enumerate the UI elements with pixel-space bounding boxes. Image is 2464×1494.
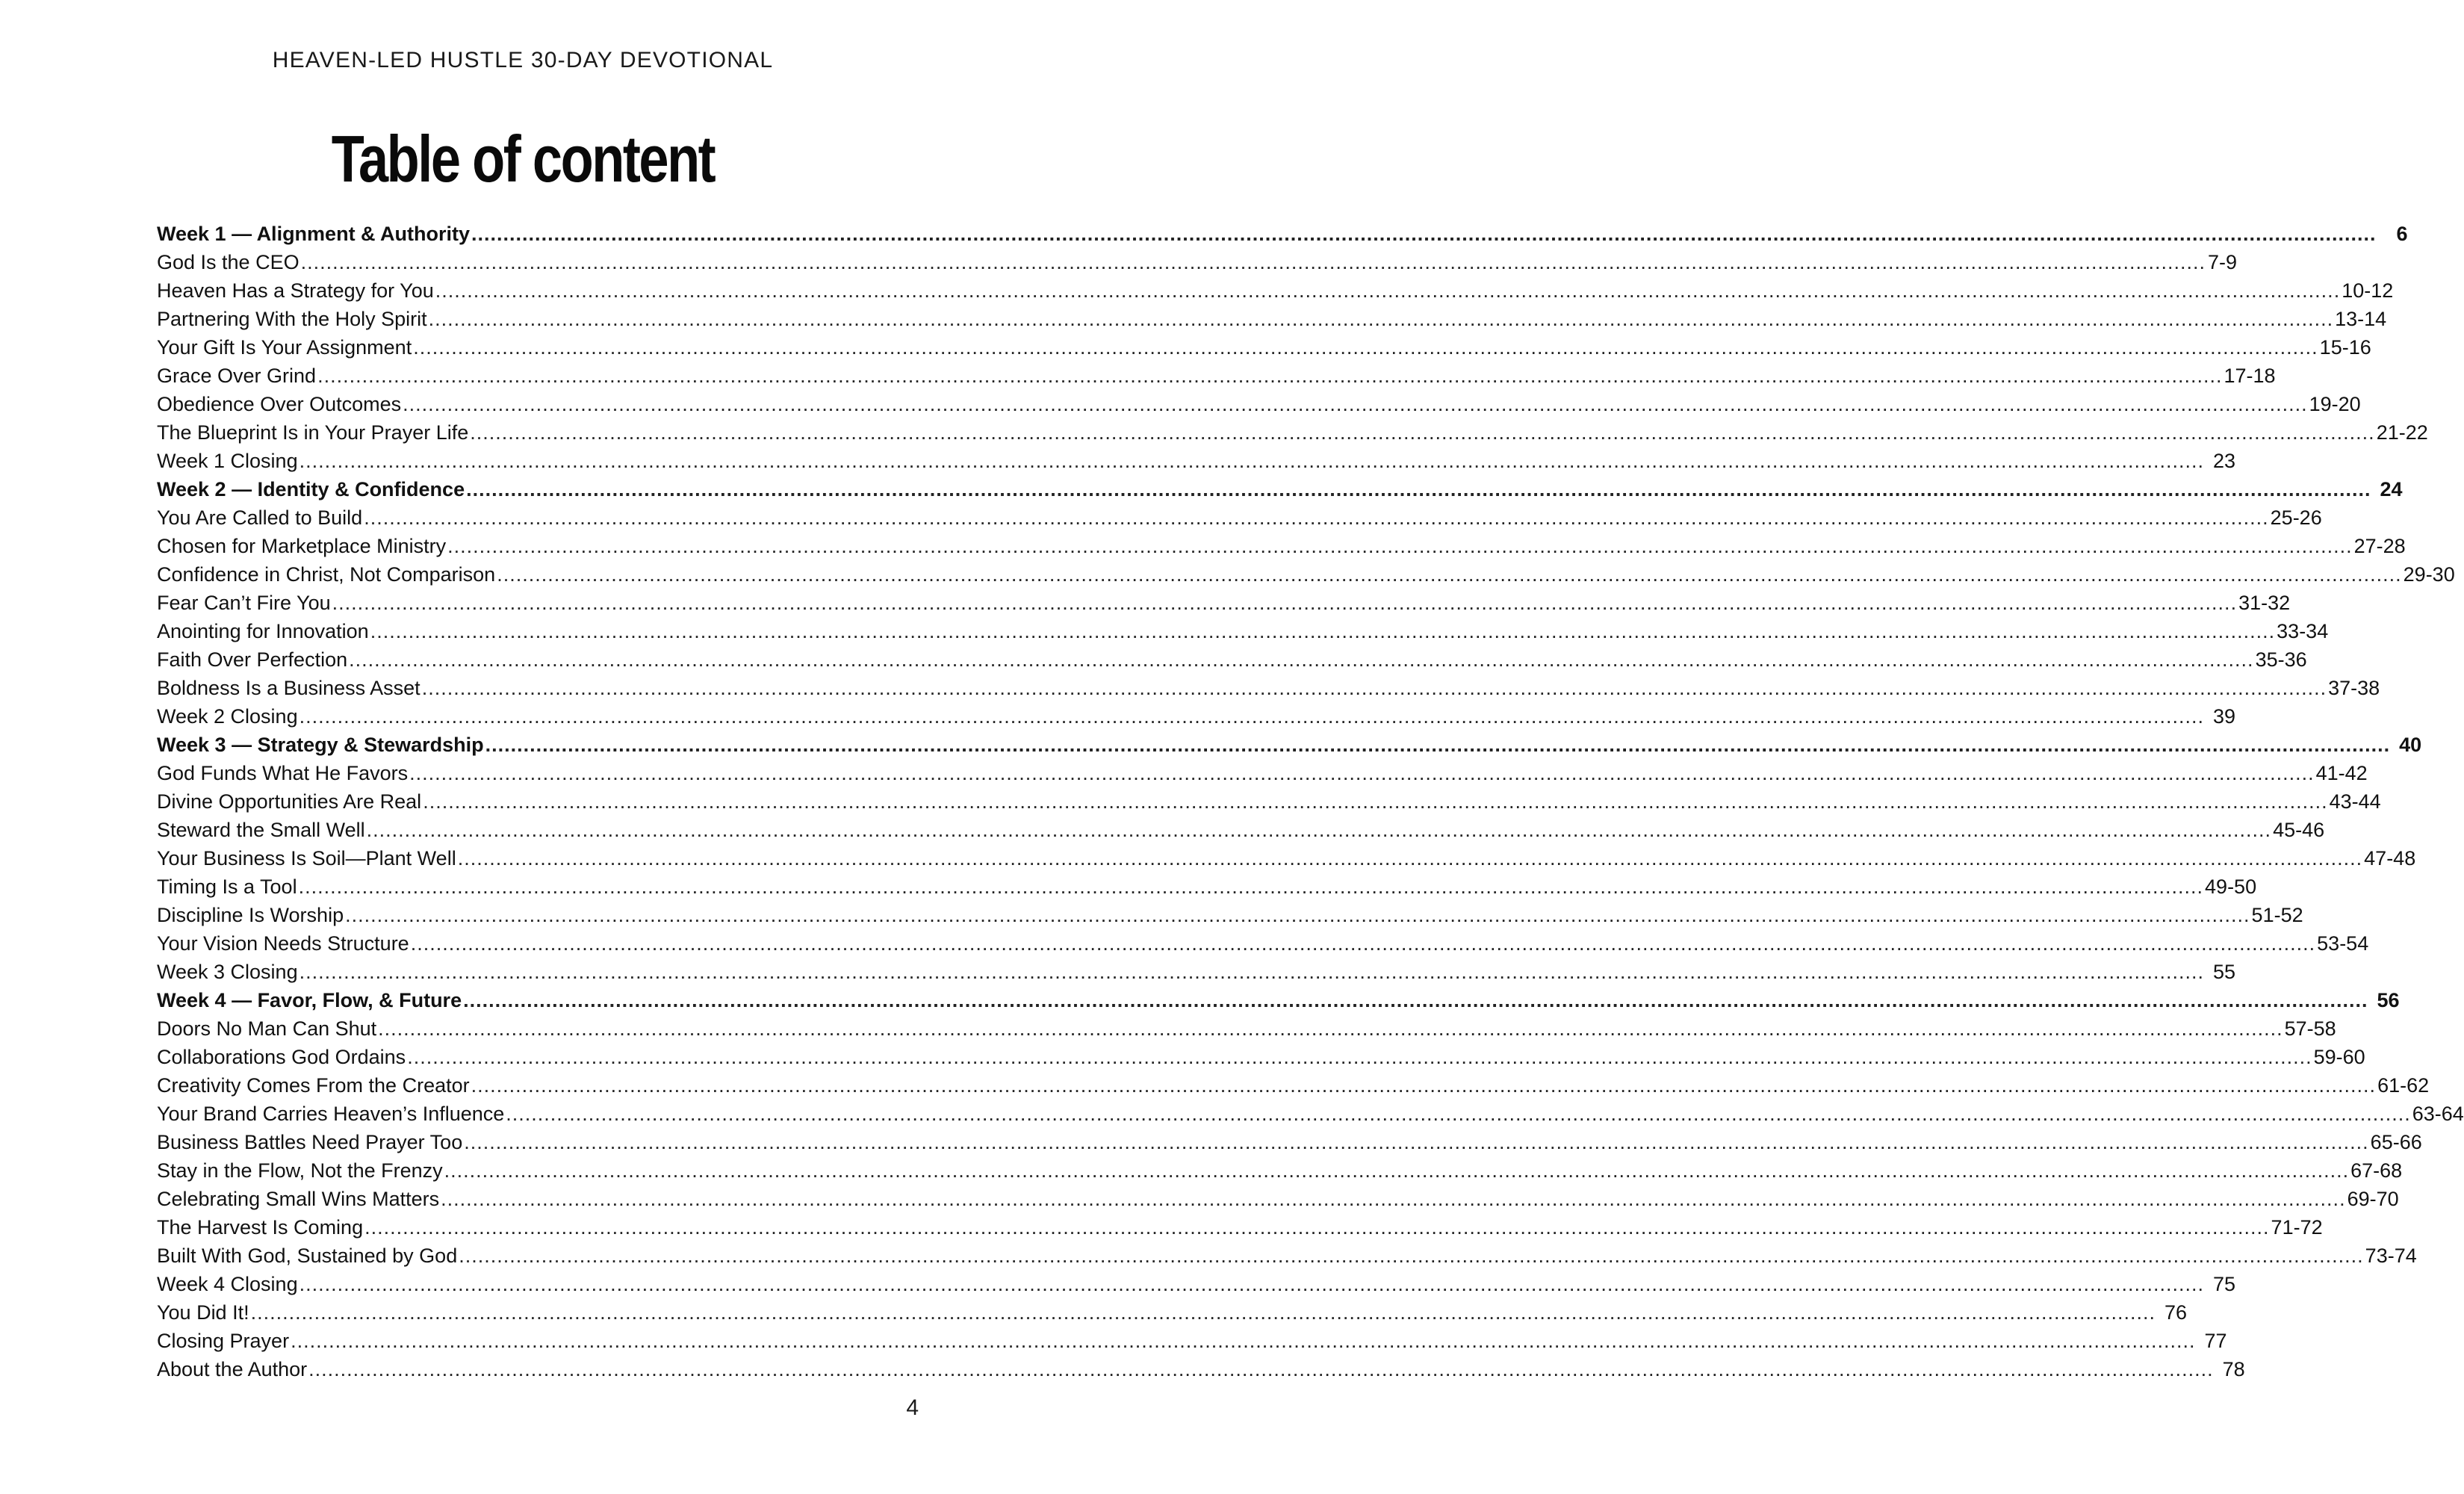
toc-entry-page: 19-20	[2309, 393, 2361, 415]
toc-entry-title: Anointing for Innovation	[157, 620, 369, 642]
toc-entry-title: Doors No Man Can Shut	[157, 1017, 377, 1040]
toc-entry	[157, 447, 2236, 475]
toc-entry	[157, 645, 2307, 674]
dot-leader: ............................................................................................................................................................................................................................................................................................................	[364, 1216, 2270, 1239]
toc-entry-title: About the Author	[157, 1358, 308, 1380]
toc-entry-title: Week 4 — Favor, Flow, & Future	[157, 989, 462, 1011]
toc-entry-title: Your Business Is Soil—Plant Well	[157, 847, 456, 870]
dot-leader: ............................................................................................................................................................................................................................................................................................................	[457, 847, 2363, 870]
toc-entry-page: 10-12	[2342, 279, 2394, 302]
toc-entry-title: Creativity Comes From the Creator	[157, 1074, 470, 1097]
toc-entry	[157, 958, 2236, 986]
toc-entry-page: 17-18	[2224, 365, 2276, 387]
toc-entry-title: Stay in the Flow, Not the Frenzy	[157, 1159, 443, 1182]
toc-entry-page: 57-58	[2284, 1017, 2336, 1040]
toc-entry	[157, 759, 2368, 787]
dot-leader: ............................................................................................................................................................................................................................................................................................................	[298, 875, 2204, 898]
toc-entry	[157, 305, 2387, 333]
toc-entry-title: Heaven Has a Strategy for You	[157, 279, 434, 302]
toc-entry-page: 65-66	[2370, 1131, 2422, 1153]
toc-entry	[157, 248, 2238, 276]
toc-entry-title: Partnering With the Holy Spirit	[157, 308, 427, 330]
toc-entry-title: Your Vision Needs Structure	[157, 932, 409, 955]
toc-entry-title: Discipline Is Worship	[157, 904, 344, 926]
toc-entry	[157, 1327, 2227, 1355]
toc-entry-page: 55	[2213, 961, 2236, 983]
toc-entry-page: 78	[2222, 1358, 2245, 1380]
toc-entry-title: God Funds What He Favors	[157, 762, 409, 784]
toc-entry	[157, 1355, 2245, 1383]
toc-entry-page: 49-50	[2205, 875, 2257, 898]
dot-leader: ............................................................................................................................................................................................................................................................................................................	[413, 336, 2318, 359]
toc-entry	[157, 901, 2303, 929]
toc-entry-title: Faith Over Perfection	[157, 648, 348, 671]
toc-entry	[157, 702, 2236, 731]
toc-entry-page: 6	[2396, 223, 2408, 245]
toc-entry-page: 71-72	[2271, 1216, 2323, 1239]
toc-entry	[157, 503, 2322, 532]
toc-entry-title: You Are Called to Build	[157, 506, 363, 529]
toc-entry-title: Timing Is a Tool	[157, 875, 297, 898]
dot-leader: ............................................................................................................................................................................................................................................................................................................	[317, 365, 2223, 387]
toc-entry	[157, 390, 2361, 418]
toc-entry	[157, 589, 2291, 617]
dot-leader: ............................................................................................................................................................................................................................................................................................................	[441, 1188, 2346, 1210]
dot-leader: ............................................................................................................................................................................................................................................................................................................	[463, 989, 2368, 1011]
toc-entry	[157, 1128, 2422, 1156]
dot-leader: ............................................................................................................................................................................................................................................................................................................	[428, 308, 2334, 330]
dot-leader: ............................................................................................................................................................................................................................................................................................................	[366, 819, 2272, 841]
toc-entry	[157, 276, 2394, 305]
toc-entry	[157, 1270, 2236, 1298]
toc-entry-title: Chosen for Marketplace Ministry	[157, 535, 447, 557]
dot-leader: ............................................................................................................................................................................................................................................................................................................	[470, 421, 2375, 444]
dot-leader: ............................................................................................................................................................................................................................................................................................................	[497, 563, 2402, 586]
toc-entry-page: 7-9	[2208, 251, 2238, 273]
toc-entry-title: Grace Over Grind	[157, 365, 317, 387]
toc-entry-title: Your Gift Is Your Assignment	[157, 336, 412, 359]
toc-entry-title: You Did It!	[157, 1301, 249, 1324]
toc-entry-page: 51-52	[2251, 904, 2303, 926]
toc-entry-title: Week 3 Closing	[157, 961, 298, 983]
dot-leader: ............................................................................................................................................................................................................................................................................................................	[471, 1074, 2377, 1097]
toc-entry-page: 31-32	[2238, 592, 2291, 614]
dot-leader: ............................................................................................................................................................................................................................................................................................................	[423, 790, 2328, 813]
toc-week-heading	[157, 220, 2408, 248]
toc-entry	[157, 1014, 2336, 1043]
toc-entry-title: Week 2 Closing	[157, 705, 298, 728]
dot-leader: ............................................................................................................................................................................................................................................................................................................	[299, 450, 2205, 472]
toc-entry	[157, 1185, 2399, 1213]
toc-entry-title: God Is the CEO	[157, 251, 300, 273]
dot-leader: ............................................................................................................................................................................................................................................................................................................	[421, 677, 2327, 699]
toc-entry-page: 69-70	[2347, 1188, 2399, 1210]
toc-entry-page: 47-48	[2364, 847, 2416, 870]
toc-entry	[157, 1156, 2403, 1185]
page-title: Table of content	[331, 122, 715, 196]
dot-leader: ............................................................................................................................................................................................................................................................................................................	[435, 279, 2341, 302]
toc-entry-page: 73-74	[2365, 1245, 2417, 1267]
dot-leader: ............................................................................................................................................................................................................................................................................................................	[403, 393, 2308, 415]
toc-entry-title: Fear Can’t Fire You	[157, 592, 331, 614]
dot-leader: ............................................................................................................................................................................................................................................................................................................	[447, 535, 2353, 557]
dot-leader: ............................................................................................................................................................................................................................................................................................................	[299, 705, 2205, 728]
toc-entry	[157, 674, 2380, 702]
toc-entry	[157, 1100, 2464, 1128]
toc-entry	[157, 1242, 2417, 1270]
toc-entry-title: Week 4 Closing	[157, 1273, 298, 1295]
toc-week-heading	[157, 731, 2422, 759]
dot-leader: ............................................................................................................................................................................................................................................................................................................	[291, 1330, 2196, 1352]
toc-entry-page: 13-14	[2335, 308, 2387, 330]
toc-entry	[157, 362, 2276, 390]
toc-entry-page: 39	[2213, 705, 2236, 728]
dot-leader: ............................................................................................................................................................................................................................................................................................................	[299, 961, 2205, 983]
dot-leader: ............................................................................................................................................................................................................................................................................................................	[407, 1046, 2312, 1068]
toc-entry-title: Week 2 — Identity & Confidence	[157, 478, 465, 500]
dot-leader: ............................................................................................................................................................................................................................................................................................................	[444, 1159, 2350, 1182]
dot-leader: ............................................................................................................................................................................................................................................................................................................	[332, 592, 2238, 614]
toc-entry-page: 59-60	[2313, 1046, 2365, 1068]
toc-entry	[157, 787, 2381, 816]
dot-leader: ............................................................................................................................................................................................................................................................................................................	[308, 1358, 2214, 1380]
running-header: HEAVEN-LED HUSTLE 30-DAY DEVOTIONAL	[272, 48, 774, 72]
toc-entry-title: Week 3 — Strategy & Stewardship	[157, 734, 484, 756]
toc-entry	[157, 1071, 2430, 1100]
dot-leader: ............................................................................................................................................................................................................................................................................................................	[378, 1017, 2283, 1040]
toc-entry-title: The Harvest Is Coming	[157, 1216, 364, 1239]
toc-entry-title: Obedience Over Outcomes	[157, 393, 402, 415]
toc-entry	[157, 532, 2406, 560]
toc-entry-title: Collaborations God Ordains	[157, 1046, 406, 1068]
toc-entry-page: 53-54	[2317, 932, 2369, 955]
toc-entry-page: 63-64	[2412, 1103, 2464, 1125]
toc-entry	[157, 418, 2428, 447]
dot-leader: ............................................................................................................................................................................................................................................................................................................	[345, 904, 2250, 926]
toc-entry-title: Confidence in Christ, Not Comparison	[157, 563, 496, 586]
toc-entry	[157, 816, 2325, 844]
dot-leader: ............................................................................................................................................................................................................................................................................................................	[299, 1273, 2205, 1295]
page-number: 4	[906, 1395, 919, 1420]
toc-entry-title: Your Brand Carries Heaven’s Influence	[157, 1103, 505, 1125]
toc-entry-page: 15-16	[2319, 336, 2371, 359]
toc-entry-title: Business Battles Need Prayer Too	[157, 1131, 463, 1153]
toc-entry-page: 56	[2377, 989, 2400, 1011]
toc-entry	[157, 333, 2371, 362]
toc-entry-page: 43-44	[2329, 790, 2381, 813]
toc-entry	[157, 1043, 2365, 1071]
toc-entry	[157, 560, 2455, 589]
toc-entry-title: The Blueprint Is in Your Prayer Life	[157, 421, 469, 444]
toc-entry-title: Built With God, Sustained by God	[157, 1245, 458, 1267]
dot-leader: ............................................................................................................................................................................................................................................................................................................	[466, 478, 2371, 500]
toc-entry	[157, 844, 2416, 872]
dot-leader: ............................................................................................................................................................................................................................................................................................................	[410, 932, 2316, 955]
toc-entry-page: 27-28	[2353, 535, 2406, 557]
toc-entry-title: Week 1 Closing	[157, 450, 298, 472]
toc-entry-page: 29-30	[2403, 563, 2455, 586]
toc-entry-page: 40	[2399, 734, 2422, 756]
toc-entry-title: Celebrating Small Wins Matters	[157, 1188, 440, 1210]
dot-leader: ............................................................................................................................................................................................................................................................................................................	[506, 1103, 2411, 1125]
toc-entry-page: 77	[2204, 1330, 2227, 1352]
toc-entry-title: Boldness Is a Business Asset	[157, 677, 421, 699]
dot-leader: ............................................................................................................................................................................................................................................................................................................	[459, 1245, 2364, 1267]
toc-entry-page: 37-38	[2328, 677, 2380, 699]
dot-leader: ............................................................................................................................................................................................................................................................................................................	[349, 648, 2254, 671]
dot-leader: ............................................................................................................................................................................................................................................................................................................	[370, 620, 2276, 642]
toc-entry-page: 23	[2213, 450, 2236, 472]
toc-entry-page: 45-46	[2273, 819, 2325, 841]
toc-entry-page: 33-34	[2277, 620, 2329, 642]
toc-entry	[157, 872, 2257, 901]
toc-entry-title: Week 1 — Alignment & Authority	[157, 223, 471, 245]
toc-entry-page: 41-42	[2315, 762, 2368, 784]
dot-leader: ............................................................................................................................................................................................................................................................................................................	[250, 1301, 2156, 1324]
toc-week-heading	[157, 475, 2403, 503]
toc-entry-title: Steward the Small Well	[157, 819, 365, 841]
toc-entry-page: 35-36	[2255, 648, 2307, 671]
toc-entry	[157, 617, 2329, 645]
toc-entry-page: 76	[2164, 1301, 2188, 1324]
toc-entry	[157, 929, 2369, 958]
dot-leader: ............................................................................................................................................................................................................................................................................................................	[464, 1131, 2369, 1153]
toc-entry-page: 67-68	[2350, 1159, 2403, 1182]
dot-leader: ............................................................................................................................................................................................................................................................................................................	[300, 251, 2206, 273]
dot-leader: ............................................................................................................................................................................................................................................................................................................	[364, 506, 2269, 529]
toc-week-heading	[157, 986, 2400, 1014]
dot-leader: ............................................................................................................................................................................................................................................................................................................	[409, 762, 2315, 784]
toc-entry-page: 75	[2213, 1273, 2236, 1295]
toc-entry-page: 61-62	[2377, 1074, 2430, 1097]
toc-entry-title: Divine Opportunities Are Real	[157, 790, 422, 813]
toc-entry	[157, 1298, 2188, 1327]
toc-entry	[157, 1213, 2323, 1242]
toc-entry-page: 25-26	[2270, 506, 2322, 529]
dot-leader: ............................................................................................................................................................................................................................................................................................................	[485, 734, 2391, 756]
toc-entry-page: 24	[2380, 478, 2403, 500]
dot-leader: ............................................................................................................................................................................................................................................................................................................	[471, 223, 2377, 245]
toc-entry-title: Closing Prayer	[157, 1330, 290, 1352]
table-of-contents	[157, 220, 2464, 1383]
toc-entry-page: 21-22	[2376, 421, 2428, 444]
